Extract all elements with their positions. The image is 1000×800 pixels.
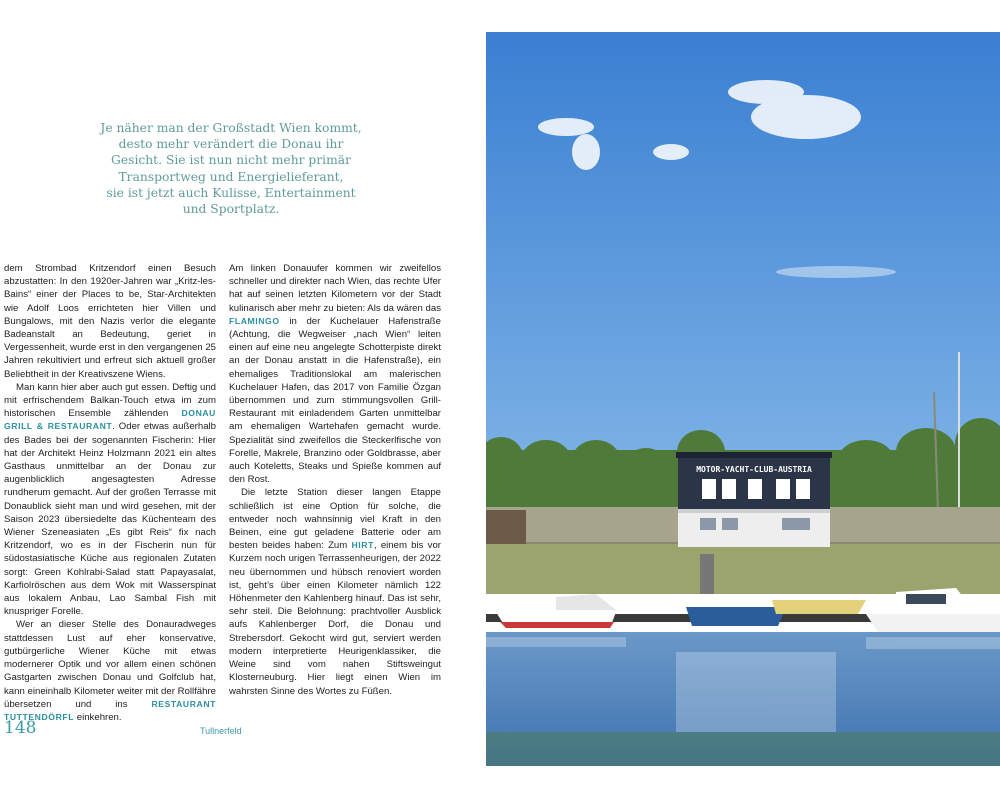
quote-line: desto mehr verändert die Donau ihr	[118, 137, 344, 152]
text-column-middle	[229, 262, 441, 698]
text-run: . Oder etwas außerhalb des Bades bei der sogenannten Fischerin: Hier hat der Architekt Heinz Holzmann 2021 ein altes Gasthaus unmittelbar an der Donau zur augenblicklich angesagtesten Adresse rundherum gemacht. Auf der großen Terrasse mit Donaublick sieht man und wird gesehen, mit der Saison 2023 übersiedelte das Küchenteam des Wiener Szeneasiaten „Es gibt Reis“ fix nach Kritzendorf, wo es in der Fischerin nun für südostasiatische Küche aus regionalen Zutaten sorgt: Green Kohlrabi-Salad statt Papayasalat, Karfiolröschen aus dem Wok mit Wasserspinat aus lokalem Anbau, Lao Sambal Fish mit knuspriger Forelle.	[4, 421, 216, 618]
text-column-left	[4, 262, 216, 724]
quote-line: Transportweg und Energielieferant,	[118, 169, 344, 184]
paragraph	[229, 486, 441, 697]
quote-line: Gesicht. Sie ist nun nicht mehr primär	[111, 153, 351, 168]
paragraph	[229, 262, 441, 486]
clubhouse-sign: MOTOR-YACHT-CLUB-AUSTRIA	[696, 465, 812, 474]
text-run: , einem bis vor Kurzem noch urigen Terrassenheurigen, der 2022 neu übernommen und hübsch renoviert worden ist, geht’s über einen Kilometer nämlich 122 Höhenmeter den Kahlenberg hinauf. Das ist sehr, sehr steil. Die Belohnung: prachtvoller Ausblick aufs Kahlenberger Dorf, die Donau und Strebersdorf. Gekocht wird gut, serviert werden modern interpretierte Heurigenklassiker, die Weine sind vom nahen Stiftsweingut Klosterneuburg. Hier liegt einen Wien im wahrsten Sinne des Wortes zu Füßen.	[229, 540, 441, 697]
paragraph: dem Strombad Kritzendorf einen Besuch abzustatten: In den 1920er-Jahren war „Kritz-les-Bains“ einer der Places to be, Star-Architekten wie Adolf Loos errichteten hier Villen und Bungalows, mit den Nazis verlor die elegante Badeanstalt an Bedeutung, geriet in Vergessenheit, wurde erst in den vergangenen 25 Jahren rekultiviert und erfreut sich aktuell großer Beliebtheit in der Kreativszene Wiens.	[4, 263, 216, 380]
photo-illustration	[486, 32, 1000, 766]
quote-line: Je näher man der Großstadt Wien kommt,	[100, 121, 362, 135]
restaurant-name: FLAMINGO	[229, 315, 280, 326]
text-run: einkehren.	[74, 711, 122, 723]
text-run: Man kann hier aber auch gut essen. Deftig und mit erfrischendem Balkan-Touch etwa im zum historischen Ensemble zählenden	[4, 381, 216, 420]
page-number: 148	[4, 718, 37, 738]
quote-line: sie ist jetzt auch Kulisse, Entertainment	[106, 185, 356, 200]
restaurant-name: HIRT	[351, 540, 374, 551]
photo-yacht-club	[486, 32, 1000, 766]
running-head: Tullnerfeld	[200, 726, 242, 736]
text-run: in der Kuchelauer Hafenstraße (Achtung, die Wegweiser „nach Wien“ leiten einen auf eine neu angelegte Schotterpiste direkt an der Donau anstatt in die Hafenstraße), ein ehemaliges Traditionslokal am malerischen Kuchelauer Hafen, das 2017 von Familie Özgan übernommen und zum stimmungsvollen Grill-Restaurant mit einladendem Garten unmittelbar am ehemaligen Wartehafen gemacht wurde. Spezialität sind zweifellos die Steckerlfische von Forelle, Makrele, Branzino oder Goldbrasse, aber auch Koteletts, Steaks und Spieße kommen auf den Rost.	[229, 315, 441, 486]
restaurant-name: RESTAURANT TUTTENDÖRFL	[4, 698, 216, 722]
paragraph	[4, 381, 216, 619]
restaurant-name: DONAU GRILL & RESTAURANT	[4, 408, 216, 432]
pull-quote	[86, 120, 376, 217]
text-run: Die letzte Station dieser langen Etappe schließlich ist eine Option für solche, die entweder noch wahnsinnig viel Kraft in den Beinen, eine gut geladene Batterie oder am besten beides haben: Zum	[229, 487, 441, 552]
quote-line: und Sportplatz.	[182, 202, 280, 217]
text-run: Am linken Donauufer kommen wir zweifellos schneller und direkter nach Wien, das rechte Ufer hat auf seinen letzten Kilometern vor der Stadt kulinarisch aber mehr zu bieten: Als da wären das	[229, 263, 441, 314]
paragraph	[4, 618, 216, 724]
text-run: Wer an dieser Stelle des Donauradweges stattdessen Lust auf eher konservative, gutbürgerliche Wiener Küche mit etwas modernerer Optik und vor allem einen schönen Gastgarten zwischen Donau und Golfclub hat, kann eineinhalb Kilometer weiter mit der Rollfähre übersetzen und ins	[4, 619, 216, 710]
